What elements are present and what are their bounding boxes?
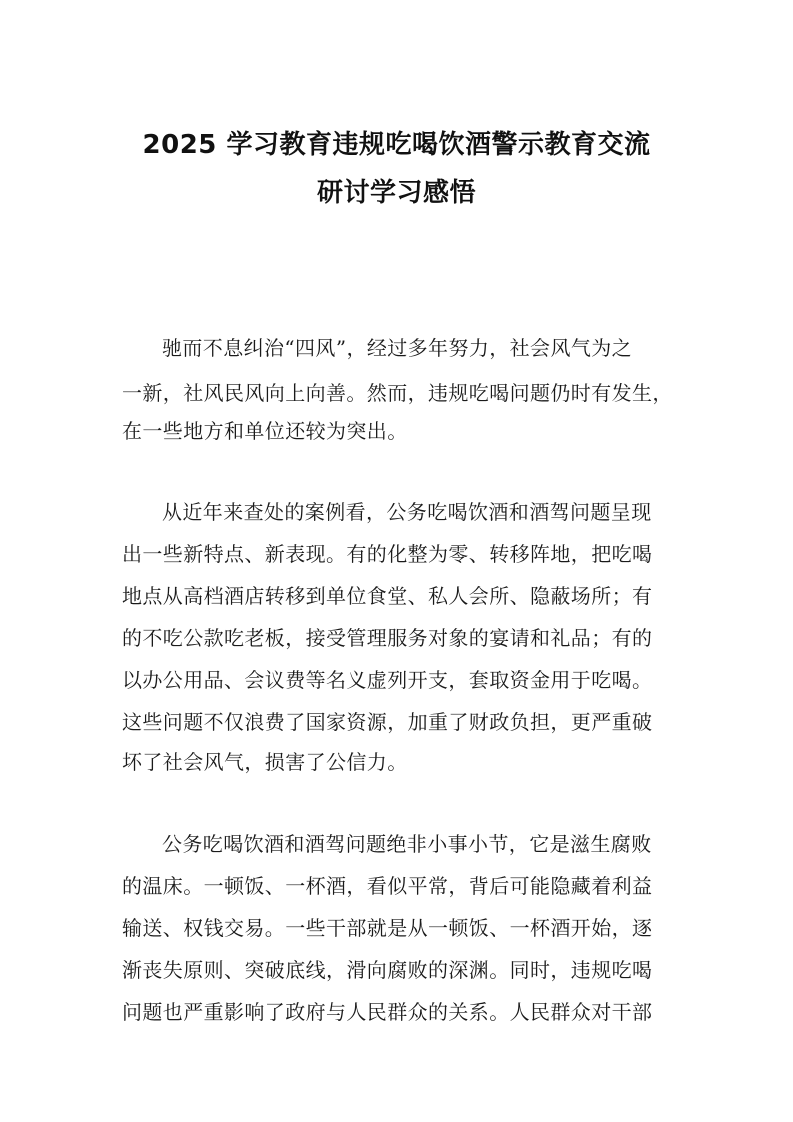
paragraph-2-line-2: 出一些新特点、新表现。有的化整为零、转移阵地，把吃喝: [122, 542, 653, 566]
paragraph-2-line-7: 坏了社会风气，损害了公信力。: [122, 750, 408, 774]
paragraph-2-line-6: 这些问题不仅浪费了国家资源，加重了财政负担，更严重破: [122, 710, 653, 734]
paragraph-3-line-1: 公务吃喝饮酒和酒驾问题绝非小事小节，它是滋生腐败: [162, 832, 652, 856]
paragraph-2-line-5: 以办公用品、会议费等名义虚列开支，套取资金用于吃喝。: [122, 668, 653, 692]
paragraph-3-line-5: 问题也严重影响了政府与人民群众的关系。人民群众对干部: [122, 1000, 653, 1024]
paragraph-1-line-3: 在一些地方和单位还较为突出。: [122, 419, 408, 443]
paragraph-3-line-2: 的温床。一顿饭、一杯酒，看似平常，背后可能隐藏着利益: [122, 874, 653, 898]
paragraph-3-line-4: 渐丧失原则、突破底线，滑向腐败的深渊。同时，违规吃喝: [122, 958, 653, 982]
paragraph-2-line-3: 地点从高档酒店转移到单位食堂、私人会所、隐蔽场所；有: [122, 584, 653, 608]
paragraph-1-line-1: 驰而不息纠治“四风”，经过多年努力，社会风气为之: [162, 336, 633, 360]
paragraph-1-line-2: 一新，社风民风向上向善。然而，违规吃喝问题仍时有发生，: [122, 381, 673, 405]
paragraph-2-line-1: 从近年来查处的案例看，公务吃喝饮酒和酒驾问题呈现: [162, 500, 652, 524]
paragraph-2-line-4: 的不吃公款吃老板，接受管理服务对象的宴请和礼品；有的: [122, 626, 653, 650]
document-title-line-1: 2025 学习教育违规吃喝饮酒警示教育交流: [142, 130, 651, 160]
paragraph-3-line-3: 输送、权钱交易。一些干部就是从一顿饭、一杯酒开始，逐: [122, 916, 653, 940]
document-title-line-2: 研讨学习感悟: [316, 178, 476, 208]
